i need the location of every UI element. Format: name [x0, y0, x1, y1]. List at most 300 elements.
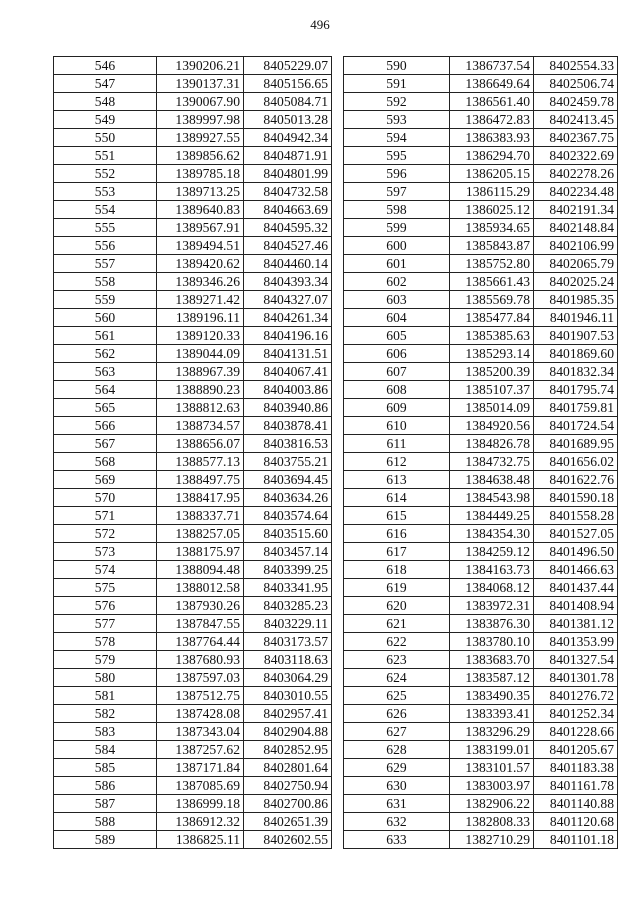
point-number-cell: 603: [344, 291, 450, 309]
y-coordinate-cell: 8401832.34: [534, 363, 618, 381]
y-coordinate-cell: 8402602.55: [244, 831, 332, 849]
y-coordinate-cell: 8401101.18: [534, 831, 618, 849]
y-coordinate-cell: 8402801.64: [244, 759, 332, 777]
point-number-cell: 564: [54, 381, 157, 399]
table-row: [344, 777, 618, 795]
x-coordinate-cell: 1388812.63: [157, 399, 244, 417]
y-coordinate-cell: 8404801.99: [244, 165, 332, 183]
coordinates-table-left: [53, 56, 332, 849]
table-row: [344, 507, 618, 525]
table-row: [344, 183, 618, 201]
x-coordinate-cell: 1390067.90: [157, 93, 244, 111]
y-coordinate-cell: 8401466.63: [534, 561, 618, 579]
x-coordinate-cell: 1389044.09: [157, 345, 244, 363]
x-coordinate-cell: 1388656.07: [157, 435, 244, 453]
y-coordinate-cell: 8402904.88: [244, 723, 332, 741]
point-number-cell: 605: [344, 327, 450, 345]
y-coordinate-cell: 8401907.53: [534, 327, 618, 345]
table-row: [54, 255, 332, 273]
table-row: [344, 561, 618, 579]
y-coordinate-cell: 8404527.46: [244, 237, 332, 255]
point-number-cell: 574: [54, 561, 157, 579]
x-coordinate-cell: 1389120.33: [157, 327, 244, 345]
table-row: [54, 471, 332, 489]
table-row: [54, 75, 332, 93]
table-row: [54, 219, 332, 237]
table-row: [344, 417, 618, 435]
x-coordinate-cell: 1384449.25: [450, 507, 534, 525]
table-row: [344, 741, 618, 759]
point-number-cell: 570: [54, 489, 157, 507]
y-coordinate-cell: 8401689.95: [534, 435, 618, 453]
table-row: [54, 687, 332, 705]
x-coordinate-cell: 1385934.65: [450, 219, 534, 237]
x-coordinate-cell: 1387085.69: [157, 777, 244, 795]
y-coordinate-cell: 8401183.38: [534, 759, 618, 777]
table-row: [54, 759, 332, 777]
x-coordinate-cell: 1385477.84: [450, 309, 534, 327]
point-number-cell: 568: [54, 453, 157, 471]
x-coordinate-cell: 1389567.91: [157, 219, 244, 237]
x-coordinate-cell: 1383101.57: [450, 759, 534, 777]
table-row: [54, 705, 332, 723]
x-coordinate-cell: 1384163.73: [450, 561, 534, 579]
point-number-cell: 559: [54, 291, 157, 309]
table-row: [54, 201, 332, 219]
point-number-cell: 592: [344, 93, 450, 111]
point-number-cell: 604: [344, 309, 450, 327]
x-coordinate-cell: 1389713.25: [157, 183, 244, 201]
y-coordinate-cell: 8402750.94: [244, 777, 332, 795]
y-coordinate-cell: 8402554.33: [534, 57, 618, 75]
x-coordinate-cell: 1386205.15: [450, 165, 534, 183]
point-number-cell: 601: [344, 255, 450, 273]
point-number-cell: 580: [54, 669, 157, 687]
table-row: [54, 327, 332, 345]
point-number-cell: 595: [344, 147, 450, 165]
table-row: [344, 489, 618, 507]
point-number-cell: 573: [54, 543, 157, 561]
x-coordinate-cell: 1388257.05: [157, 525, 244, 543]
y-coordinate-cell: 8402148.84: [534, 219, 618, 237]
table-row: [54, 651, 332, 669]
table-row: [54, 129, 332, 147]
x-coordinate-cell: 1383490.35: [450, 687, 534, 705]
point-number-cell: 614: [344, 489, 450, 507]
y-coordinate-cell: 8403694.45: [244, 471, 332, 489]
x-coordinate-cell: 1385569.78: [450, 291, 534, 309]
table-row: [344, 165, 618, 183]
y-coordinate-cell: 8403118.63: [244, 651, 332, 669]
x-coordinate-cell: 1384068.12: [450, 579, 534, 597]
y-coordinate-cell: 8403940.86: [244, 399, 332, 417]
y-coordinate-cell: 8402459.78: [534, 93, 618, 111]
x-coordinate-cell: 1386472.83: [450, 111, 534, 129]
y-coordinate-cell: 8403399.25: [244, 561, 332, 579]
point-number-cell: 557: [54, 255, 157, 273]
point-number-cell: 566: [54, 417, 157, 435]
y-coordinate-cell: 8401228.66: [534, 723, 618, 741]
y-coordinate-cell: 8402278.26: [534, 165, 618, 183]
table-row: [344, 57, 618, 75]
point-number-cell: 633: [344, 831, 450, 849]
point-number-cell: 608: [344, 381, 450, 399]
table-row: [54, 615, 332, 633]
y-coordinate-cell: 8401869.60: [534, 345, 618, 363]
y-coordinate-cell: 8403574.64: [244, 507, 332, 525]
point-number-cell: 582: [54, 705, 157, 723]
table-row: [344, 813, 618, 831]
table-row: [344, 363, 618, 381]
y-coordinate-cell: 8402700.86: [244, 795, 332, 813]
x-coordinate-cell: 1384638.48: [450, 471, 534, 489]
x-coordinate-cell: 1387680.93: [157, 651, 244, 669]
point-number-cell: 547: [54, 75, 157, 93]
y-coordinate-cell: 8404460.14: [244, 255, 332, 273]
y-coordinate-cell: 8401558.28: [534, 507, 618, 525]
x-coordinate-cell: 1389927.55: [157, 129, 244, 147]
table-row: [54, 561, 332, 579]
point-number-cell: 589: [54, 831, 157, 849]
point-number-cell: 622: [344, 633, 450, 651]
point-number-cell: 551: [54, 147, 157, 165]
table-row: [54, 345, 332, 363]
point-number-cell: 576: [54, 597, 157, 615]
point-number-cell: 624: [344, 669, 450, 687]
x-coordinate-cell: 1383587.12: [450, 669, 534, 687]
point-number-cell: 628: [344, 741, 450, 759]
y-coordinate-cell: 8402413.45: [534, 111, 618, 129]
x-coordinate-cell: 1386115.29: [450, 183, 534, 201]
x-coordinate-cell: 1382808.33: [450, 813, 534, 831]
table-row: [344, 579, 618, 597]
x-coordinate-cell: 1383876.30: [450, 615, 534, 633]
y-coordinate-cell: 8404003.86: [244, 381, 332, 399]
table-row: [54, 525, 332, 543]
point-number-cell: 581: [54, 687, 157, 705]
table-row: [54, 723, 332, 741]
table-row: [344, 705, 618, 723]
table-row: [344, 525, 618, 543]
point-number-cell: 571: [54, 507, 157, 525]
x-coordinate-cell: 1383972.31: [450, 597, 534, 615]
point-number-cell: 615: [344, 507, 450, 525]
y-coordinate-cell: 8404196.16: [244, 327, 332, 345]
point-number-cell: 567: [54, 435, 157, 453]
x-coordinate-cell: 1386912.32: [157, 813, 244, 831]
x-coordinate-cell: 1389196.11: [157, 309, 244, 327]
y-coordinate-cell: 8401353.99: [534, 633, 618, 651]
y-coordinate-cell: 8403341.95: [244, 579, 332, 597]
point-number-cell: 606: [344, 345, 450, 363]
point-number-cell: 597: [344, 183, 450, 201]
table-row: [344, 831, 618, 849]
y-coordinate-cell: 8405156.65: [244, 75, 332, 93]
point-number-cell: 600: [344, 237, 450, 255]
table-row: [54, 831, 332, 849]
point-number-cell: 546: [54, 57, 157, 75]
y-coordinate-cell: 8404732.58: [244, 183, 332, 201]
point-number-cell: 594: [344, 129, 450, 147]
x-coordinate-cell: 1385661.43: [450, 273, 534, 291]
table-row: [344, 399, 618, 417]
y-coordinate-cell: 8401381.12: [534, 615, 618, 633]
y-coordinate-cell: 8403010.55: [244, 687, 332, 705]
x-coordinate-cell: 1387597.03: [157, 669, 244, 687]
x-coordinate-cell: 1386383.93: [450, 129, 534, 147]
point-number-cell: 602: [344, 273, 450, 291]
y-coordinate-cell: 8405013.28: [244, 111, 332, 129]
table-row: [54, 309, 332, 327]
y-coordinate-cell: 8401656.02: [534, 453, 618, 471]
x-coordinate-cell: 1390137.31: [157, 75, 244, 93]
y-coordinate-cell: 8401120.68: [534, 813, 618, 831]
x-coordinate-cell: 1382710.29: [450, 831, 534, 849]
y-coordinate-cell: 8401276.72: [534, 687, 618, 705]
table-row: [344, 759, 618, 777]
y-coordinate-cell: 8404595.32: [244, 219, 332, 237]
point-number-cell: 555: [54, 219, 157, 237]
y-coordinate-cell: 8403064.29: [244, 669, 332, 687]
x-coordinate-cell: 1384732.75: [450, 453, 534, 471]
table-row: [344, 345, 618, 363]
table-row: [344, 147, 618, 165]
table-row: [344, 219, 618, 237]
table-row: [344, 615, 618, 633]
x-coordinate-cell: 1389785.18: [157, 165, 244, 183]
point-number-cell: 560: [54, 309, 157, 327]
point-number-cell: 626: [344, 705, 450, 723]
table-row: [344, 723, 618, 741]
x-coordinate-cell: 1383393.41: [450, 705, 534, 723]
x-coordinate-cell: 1385200.39: [450, 363, 534, 381]
y-coordinate-cell: 8402025.24: [534, 273, 618, 291]
table-row: [344, 111, 618, 129]
point-number-cell: 618: [344, 561, 450, 579]
y-coordinate-cell: 8404261.34: [244, 309, 332, 327]
table-row: [54, 741, 332, 759]
x-coordinate-cell: 1388175.97: [157, 543, 244, 561]
table-row: [344, 795, 618, 813]
point-number-cell: 586: [54, 777, 157, 795]
y-coordinate-cell: 8401252.34: [534, 705, 618, 723]
y-coordinate-cell: 8402957.41: [244, 705, 332, 723]
y-coordinate-cell: 8401724.54: [534, 417, 618, 435]
x-coordinate-cell: 1383683.70: [450, 651, 534, 669]
point-number-cell: 563: [54, 363, 157, 381]
x-coordinate-cell: 1386649.64: [450, 75, 534, 93]
point-number-cell: 587: [54, 795, 157, 813]
point-number-cell: 550: [54, 129, 157, 147]
table-row: [344, 273, 618, 291]
y-coordinate-cell: 8402234.48: [534, 183, 618, 201]
point-number-cell: 620: [344, 597, 450, 615]
y-coordinate-cell: 8401437.44: [534, 579, 618, 597]
x-coordinate-cell: 1386294.70: [450, 147, 534, 165]
table-row: [344, 129, 618, 147]
x-coordinate-cell: 1388967.39: [157, 363, 244, 381]
x-coordinate-cell: 1389856.62: [157, 147, 244, 165]
point-number-cell: 625: [344, 687, 450, 705]
point-number-cell: 596: [344, 165, 450, 183]
y-coordinate-cell: 8401205.67: [534, 741, 618, 759]
y-coordinate-cell: 8401140.88: [534, 795, 618, 813]
x-coordinate-cell: 1389494.51: [157, 237, 244, 255]
x-coordinate-cell: 1386737.54: [450, 57, 534, 75]
x-coordinate-cell: 1386999.18: [157, 795, 244, 813]
point-number-cell: 552: [54, 165, 157, 183]
point-number-cell: 627: [344, 723, 450, 741]
x-coordinate-cell: 1388890.23: [157, 381, 244, 399]
x-coordinate-cell: 1386561.40: [450, 93, 534, 111]
point-number-cell: 569: [54, 471, 157, 489]
point-number-cell: 619: [344, 579, 450, 597]
x-coordinate-cell: 1389346.26: [157, 273, 244, 291]
y-coordinate-cell: 8404393.34: [244, 273, 332, 291]
x-coordinate-cell: 1382906.22: [450, 795, 534, 813]
point-number-cell: 588: [54, 813, 157, 831]
point-number-cell: 572: [54, 525, 157, 543]
point-number-cell: 585: [54, 759, 157, 777]
x-coordinate-cell: 1385752.80: [450, 255, 534, 273]
table-row: [344, 651, 618, 669]
point-number-cell: 577: [54, 615, 157, 633]
y-coordinate-cell: 8403457.14: [244, 543, 332, 561]
table-row: [54, 57, 332, 75]
y-coordinate-cell: 8404942.34: [244, 129, 332, 147]
table-row: [344, 327, 618, 345]
point-number-cell: 549: [54, 111, 157, 129]
table-row: [54, 435, 332, 453]
point-number-cell: 593: [344, 111, 450, 129]
x-coordinate-cell: 1385014.09: [450, 399, 534, 417]
table-row: [54, 147, 332, 165]
table-row: [344, 435, 618, 453]
table-row: [54, 273, 332, 291]
table-row: [54, 507, 332, 525]
y-coordinate-cell: 8401327.54: [534, 651, 618, 669]
x-coordinate-cell: 1386825.11: [157, 831, 244, 849]
x-coordinate-cell: 1389420.62: [157, 255, 244, 273]
point-number-cell: 558: [54, 273, 157, 291]
x-coordinate-cell: 1389640.83: [157, 201, 244, 219]
x-coordinate-cell: 1388337.71: [157, 507, 244, 525]
y-coordinate-cell: 8401946.11: [534, 309, 618, 327]
table-row: [54, 597, 332, 615]
y-coordinate-cell: 8403878.41: [244, 417, 332, 435]
y-coordinate-cell: 8402651.39: [244, 813, 332, 831]
y-coordinate-cell: 8401590.18: [534, 489, 618, 507]
table-row: [54, 813, 332, 831]
point-number-cell: 579: [54, 651, 157, 669]
point-number-cell: 562: [54, 345, 157, 363]
table-row: [344, 471, 618, 489]
x-coordinate-cell: 1385385.63: [450, 327, 534, 345]
y-coordinate-cell: 8404663.69: [244, 201, 332, 219]
x-coordinate-cell: 1387428.08: [157, 705, 244, 723]
x-coordinate-cell: 1383199.01: [450, 741, 534, 759]
table-row: [344, 237, 618, 255]
y-coordinate-cell: 8401408.94: [534, 597, 618, 615]
table-row: [54, 363, 332, 381]
y-coordinate-cell: 8404871.91: [244, 147, 332, 165]
point-number-cell: 610: [344, 417, 450, 435]
x-coordinate-cell: 1389997.98: [157, 111, 244, 129]
x-coordinate-cell: 1387171.84: [157, 759, 244, 777]
x-coordinate-cell: 1387930.26: [157, 597, 244, 615]
y-coordinate-cell: 8401301.78: [534, 669, 618, 687]
table-row: [54, 489, 332, 507]
coordinates-table-right: [343, 56, 618, 849]
point-number-cell: 611: [344, 435, 450, 453]
x-coordinate-cell: 1385293.14: [450, 345, 534, 363]
point-number-cell: 613: [344, 471, 450, 489]
table-row: [54, 165, 332, 183]
x-coordinate-cell: 1390206.21: [157, 57, 244, 75]
x-coordinate-cell: 1385107.37: [450, 381, 534, 399]
x-coordinate-cell: 1384259.12: [450, 543, 534, 561]
point-number-cell: 561: [54, 327, 157, 345]
y-coordinate-cell: 8401527.05: [534, 525, 618, 543]
table-row: [54, 543, 332, 561]
y-coordinate-cell: 8401622.76: [534, 471, 618, 489]
x-coordinate-cell: 1388012.58: [157, 579, 244, 597]
y-coordinate-cell: 8401759.81: [534, 399, 618, 417]
x-coordinate-cell: 1387847.55: [157, 615, 244, 633]
point-number-cell: 599: [344, 219, 450, 237]
x-coordinate-cell: 1389271.42: [157, 291, 244, 309]
y-coordinate-cell: 8403515.60: [244, 525, 332, 543]
table-row: [344, 687, 618, 705]
point-number-cell: 598: [344, 201, 450, 219]
y-coordinate-cell: 8401161.78: [534, 777, 618, 795]
table-row: [54, 93, 332, 111]
x-coordinate-cell: 1387512.75: [157, 687, 244, 705]
y-coordinate-cell: 8402106.99: [534, 237, 618, 255]
table-row: [54, 579, 332, 597]
x-coordinate-cell: 1384354.30: [450, 525, 534, 543]
y-coordinate-cell: 8402367.75: [534, 129, 618, 147]
y-coordinate-cell: 8405084.71: [244, 93, 332, 111]
x-coordinate-cell: 1388497.75: [157, 471, 244, 489]
point-number-cell: 629: [344, 759, 450, 777]
point-number-cell: 565: [54, 399, 157, 417]
x-coordinate-cell: 1387343.04: [157, 723, 244, 741]
y-coordinate-cell: 8402191.34: [534, 201, 618, 219]
table-row: [344, 255, 618, 273]
x-coordinate-cell: 1385843.87: [450, 237, 534, 255]
table-row: [344, 633, 618, 651]
table-row: [344, 543, 618, 561]
x-coordinate-cell: 1383003.97: [450, 777, 534, 795]
table-row: [54, 183, 332, 201]
y-coordinate-cell: 8402065.79: [534, 255, 618, 273]
table-row: [344, 201, 618, 219]
y-coordinate-cell: 8405229.07: [244, 57, 332, 75]
table-row: [344, 291, 618, 309]
table-row: [54, 237, 332, 255]
point-number-cell: 591: [344, 75, 450, 93]
y-coordinate-cell: 8402322.69: [534, 147, 618, 165]
point-number-cell: 630: [344, 777, 450, 795]
table-row: [54, 399, 332, 417]
y-coordinate-cell: 8402852.95: [244, 741, 332, 759]
point-number-cell: 632: [344, 813, 450, 831]
page-number: 496: [310, 17, 330, 32]
point-number-cell: 621: [344, 615, 450, 633]
table-row: [54, 795, 332, 813]
y-coordinate-cell: 8401496.50: [534, 543, 618, 561]
